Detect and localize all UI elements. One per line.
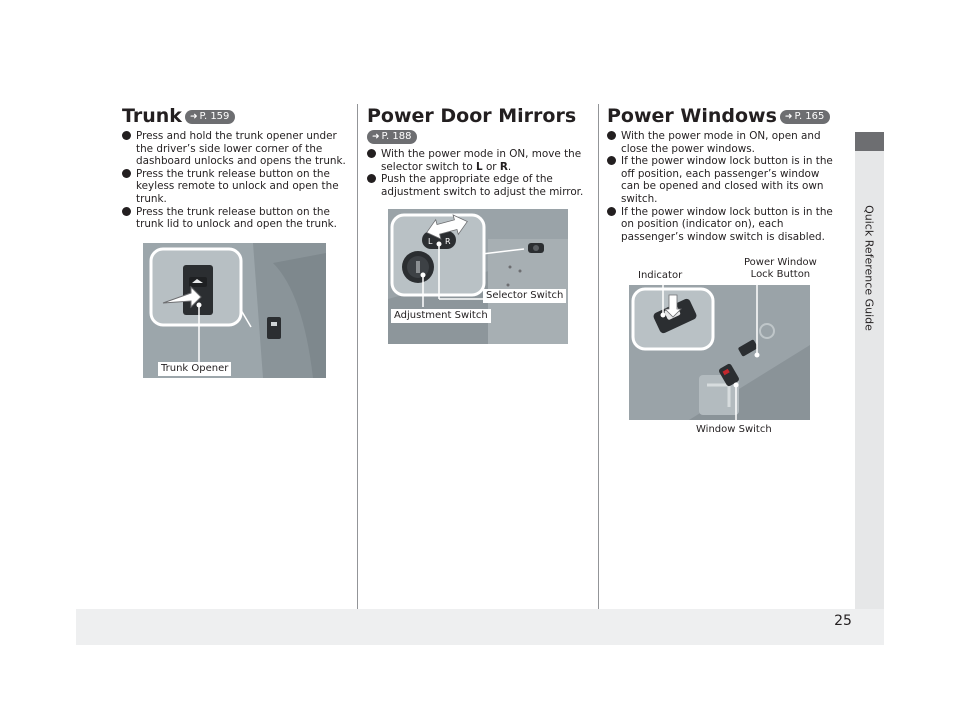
- callout-trunk-opener: Trunk Opener: [158, 362, 231, 376]
- bullet-list: [607, 130, 839, 243]
- section-power-windows: [607, 104, 839, 243]
- bullet-icon: [607, 131, 616, 140]
- bullet-icon: [607, 207, 616, 216]
- mirror-switch-photo: [388, 209, 568, 344]
- bullet-icon: [367, 174, 376, 183]
- column-divider: [598, 104, 599, 609]
- list-item: With the power mode in ON, open and close the power windows.: [607, 130, 839, 155]
- list-item: With the power mode in ON, move the selector switch to L or R.: [367, 148, 589, 173]
- section-title: Power Windows ➜ P. 165: [607, 104, 839, 128]
- list-item: Press and hold the trunk opener under the driver’s side lower corner of the dashboard unlocks and opens the trunk.: [122, 130, 350, 168]
- trunk-opener-illustration: [143, 243, 326, 378]
- section-trunk: [122, 104, 350, 231]
- window-switch-illustration: [629, 285, 810, 420]
- side-tab-marker: [855, 132, 884, 151]
- section-power-door-mirrors: [367, 104, 589, 198]
- callout-adjustment-switch: Adjustment Switch: [391, 309, 491, 323]
- section-title: Power Door Mirrors: [367, 105, 577, 127]
- callout-indicator: Indicator: [638, 270, 683, 281]
- bullet-icon: [122, 169, 131, 178]
- arrow-icon: ➜: [784, 112, 793, 122]
- bullet-icon: [122, 207, 131, 216]
- mirror-switch-illustration: [388, 209, 568, 344]
- section-title: Trunk ➜ P. 159: [122, 104, 350, 128]
- page-number: 25: [834, 613, 852, 629]
- bullet-icon: [607, 156, 616, 165]
- list-item: If the power window lock button is in the off position, each passenger’s window can be opened and closed with its own switch.: [607, 155, 839, 205]
- list-item: Press the trunk release button on the trunk lid to unlock and open the trunk.: [122, 206, 350, 231]
- callout-window-switch: Window Switch: [696, 424, 772, 435]
- page-ref-link[interactable]: ➜ P. 188: [367, 130, 417, 144]
- side-tab: [855, 132, 884, 609]
- callout-lock-button: Power Window Lock Button: [744, 257, 817, 280]
- trunk-opener-photo: [143, 243, 326, 378]
- column-divider: [357, 104, 358, 609]
- arrow-icon: ➜: [372, 132, 380, 142]
- svg-text:L: L: [428, 237, 433, 246]
- page-ref-link[interactable]: ➜ P. 159: [185, 110, 235, 124]
- list-item: Press the trunk release button on the keyless remote to unlock and open the trunk.: [122, 168, 350, 206]
- callout-selector-switch: Selector Switch: [483, 289, 566, 303]
- arrow-icon: ➜: [189, 112, 198, 122]
- window-switch-photo: [629, 285, 810, 420]
- bullet-list: [122, 130, 350, 231]
- svg-text:R: R: [445, 237, 451, 246]
- list-item: If the power window lock button is in the on position (indicator on), each passenger’s window switch is disabled.: [607, 206, 839, 244]
- page-ref-link[interactable]: ➜ P. 165: [780, 110, 830, 124]
- list-item: Push the appropriate edge of the adjustment switch to adjust the mirror.: [367, 173, 589, 198]
- side-tab-title: Quick Reference Guide: [862, 205, 876, 331]
- bullet-icon: [367, 149, 376, 158]
- bullet-list: [367, 148, 589, 198]
- bullet-icon: [122, 131, 131, 140]
